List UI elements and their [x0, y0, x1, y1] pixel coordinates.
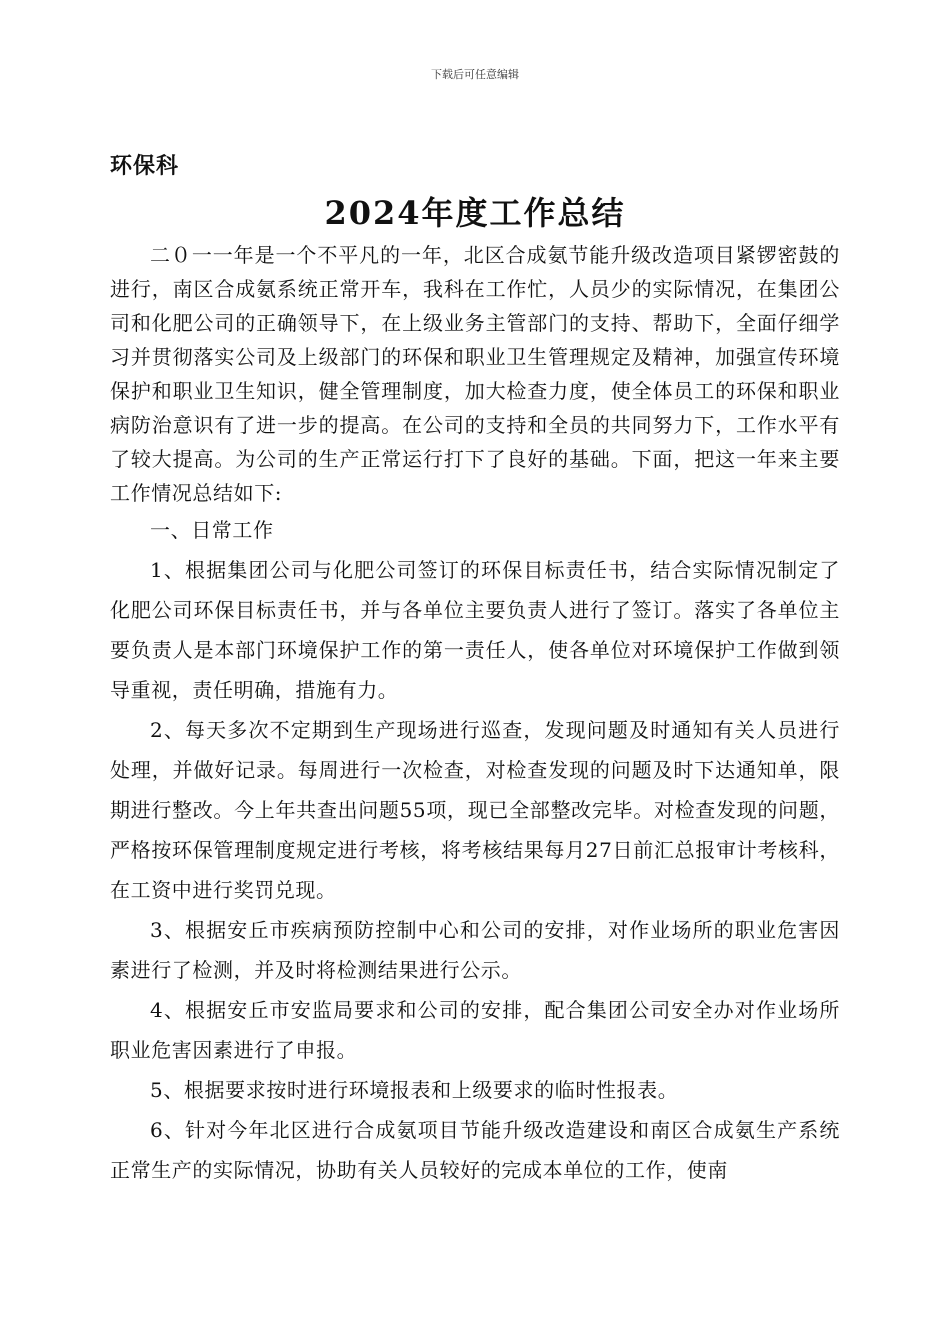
body-paragraph: 2、每天多次不定期到生产现场进行巡查，发现问题及时通知有关人员进行处理，并做好记录。每周进行一次检查，对检查发现的问题及时下达通知单，限期进行整改。今上年共查出问题55项，现已全部整改完毕。对检查发现的问题，严格按环保管理制度规定进行考核，将考核结果每月27日前汇总报审计考核科，在工资中进行奖罚兑现。 — [110, 718, 840, 902]
intro-paragraph: 二０一一年是一个不平凡的一年，北区合成氨节能升级改造项目紧锣密鼓的进行，南区合成氨系统正常开车，我科在工作忙，人员少的实际情况，在集团公司和化肥公司的正确领导下，在上级业务主管部门的支持、帮助下，全面仔细学习并贯彻落实公司及上级部门的环保和职业卫生管理规定及精神，加强宣传环境保护和职业卫生知识，健全管理制度，加大检查力度，使全体员工的环保和职业病防治意识有了进一步的提高。在公司的支持和全员的共同努力下，工作水平有了较大提高。为公司的生产正常运行打下了良好的基础。下面，把这一年来主要工作情况总结如下: — [110, 243, 840, 505]
body-paragraph: 5、根据要求按时进行环境报表和上级要求的临时性报表。 — [150, 1078, 679, 1102]
body-paragraph: 4、根据安丘市安监局要求和公司的安排，配合集团公司安全办对作业场所职业危害因素进行了申报。 — [110, 998, 840, 1062]
department-label: 环保科 — [110, 154, 180, 179]
section-heading: 一、日常工作 — [150, 518, 274, 542]
body-paragraph: 3、根据安丘市疾病预防控制中心和公司的安排，对作业场所的职业危害因素进行了检测，并及时将检测结果进行公示。 — [110, 918, 840, 982]
page-header-note: 下载后可任意编辑 — [431, 68, 519, 81]
document-body — [110, 238, 840, 1190]
body-paragraph: 6、针对今年北区进行合成氨项目节能升级改造建设和南区合成氨生产系统正常生产的实际情况，协助有关人员较好的完成本单位的工作，使南 — [110, 1118, 840, 1182]
body-paragraph: 1、根据集团公司与化肥公司签订的环保目标责任书，结合实际情况制定了化肥公司环保目标责任书，并与各单位主要负责人进行了签订。落实了各单位主要负责人是本部门环境保护工作的第一责任人，使各单位对环境保护工作做到领导重视，责任明确，措施有力。 — [110, 558, 840, 702]
document-title: 2024年度工作总结 — [324, 194, 626, 232]
